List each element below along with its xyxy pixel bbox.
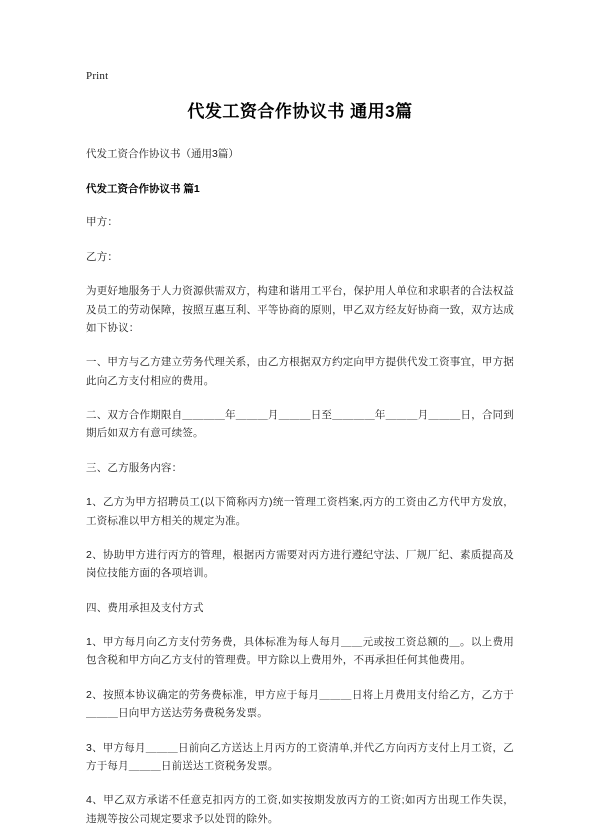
paragraph-clause-3-item-1: 1、乙方为甲方招聘员工(以下简称丙方)统一管理工资档案,丙方的工资由乙方代甲方发放，工资标准以甲方相关的规定为准。 — [86, 496, 514, 527]
print-button[interactable]: Print — [86, 70, 109, 82]
paragraph-party-b: 乙方： — [86, 250, 119, 263]
paragraph-clause-4-item-2: 2、按照本协议确定的劳务费标准，甲方应于每月＿＿＿日将上月费用支付给乙方，乙方于＿＿＿日向甲方送达劳务费税务发票。 — [86, 688, 514, 720]
paragraph-clause-4-item-1: 1、甲方每月向乙方支付劳务费，具体标准为每人每月＿＿元或按工资总额的＿。以上费用包含税和甲方向乙方支付的管理费。甲方除以上费用外，不再承担任何其他费用。 — [86, 636, 514, 667]
paragraph-clause-3: 三、乙方服务内容： — [86, 461, 183, 474]
paragraph-clause-3-item-2: 2、协助甲方进行丙方的管理，根据丙方需要对丙方进行遵纪守法、厂规厂纪、素质提高及岗位技能方面的各项培训。 — [86, 548, 514, 580]
paragraph-party-a: 甲方： — [86, 216, 119, 229]
paragraph-clause-4-item-4: 4、甲乙双方承诺不任意克扣丙方的工资,如实按期发放丙方的工资;如丙方出现工作失误，违规等按公司规定要求予以处罚的除外。 — [86, 794, 514, 825]
paragraph-clause-4-item-3: 3、甲方每月＿＿＿日前向乙方送达上月丙方的工资清单,并代乙方向丙方支付上月工资，乙方于每月＿＿＿日前送达工资税务发票。 — [86, 741, 514, 772]
page-title: 代发工资合作协议书 通用3篇 — [187, 102, 413, 121]
paragraph-clause-4: 四、费用承担及支付方式 — [86, 601, 204, 614]
paragraph-clause-1: 一、甲方与乙方建立劳务代理关系，由乙方根据双方约定向甲方提供代发工资事宜，甲方据此向乙方支付相应的费用。 — [86, 356, 514, 387]
document-subtitle: 代发工资合作协议书（通用3篇） — [86, 147, 239, 160]
section-heading: 代发工资合作协议书 篇1 — [86, 182, 200, 195]
paragraph-clause-2: 二、双方合作期限自＿＿＿＿年＿＿＿月＿＿＿日至＿＿＿＿年＿＿＿月＿＿＿日，合同到期后如双方有意可续签。 — [86, 409, 514, 440]
paragraph-preamble: 为更好地服务于人力资源供需双方，构建和谐用工平台，保护用人单位和求职者的合法权益及员工的劳动保障，按照互惠互利、平等协商的原则，甲乙双方经友好协商一致，双方达成如下协议： — [86, 285, 514, 334]
